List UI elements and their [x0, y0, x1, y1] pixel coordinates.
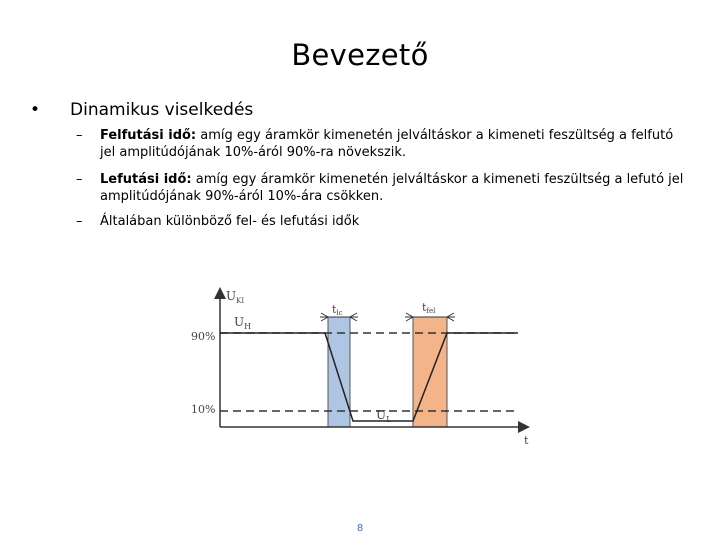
- sub-dash: –: [76, 214, 83, 229]
- definition-rise-time: amíg egy áramkör kimenetén jelváltáskor a kimeneti feszültség a felfutó jel amplitúdójának 10%-áról 90%-ra növekszik.: [100, 128, 674, 160]
- fall-time-label: tlc: [332, 303, 343, 317]
- sub-text: [100, 127, 686, 161]
- page-number: 8: [356, 523, 364, 534]
- bullet-marker: •: [30, 100, 41, 120]
- low-level-label: $U_L$: [376, 408, 392, 424]
- rise-time-label: tfel: [422, 301, 436, 315]
- term-rise-time: Felfutási idő:: [100, 128, 197, 143]
- x-axis-label: t: [524, 434, 529, 447]
- sub-dash: –: [76, 172, 83, 187]
- page-title: Bevezető: [291, 38, 429, 72]
- bullet-text: Dinamikus viselkedés: [70, 100, 254, 120]
- level-10-label: 10%: [191, 403, 216, 416]
- level-90-label: 90%: [191, 330, 216, 343]
- timing-diagram: [188, 285, 548, 455]
- sub-dash: –: [76, 128, 83, 143]
- y-axis-label: $U_{KI}$: [226, 289, 245, 305]
- sub-text: [100, 171, 686, 205]
- term-fall-time: Lefutási idő:: [100, 172, 192, 187]
- definition-fall-time: amíg egy áramkör kimenetén jelváltáskor a kimeneti feszültség a lefutó jel amplitúdójának 90%-áról 10%-ára csökken.: [100, 172, 684, 204]
- high-level-label: $U_H$: [234, 315, 252, 331]
- signal-waveform: [220, 333, 518, 421]
- sub-text: [100, 213, 686, 230]
- bullet-dynamic-behavior: [30, 100, 254, 120]
- general-note: Általában különböző fel- és lefutási idők: [100, 214, 360, 229]
